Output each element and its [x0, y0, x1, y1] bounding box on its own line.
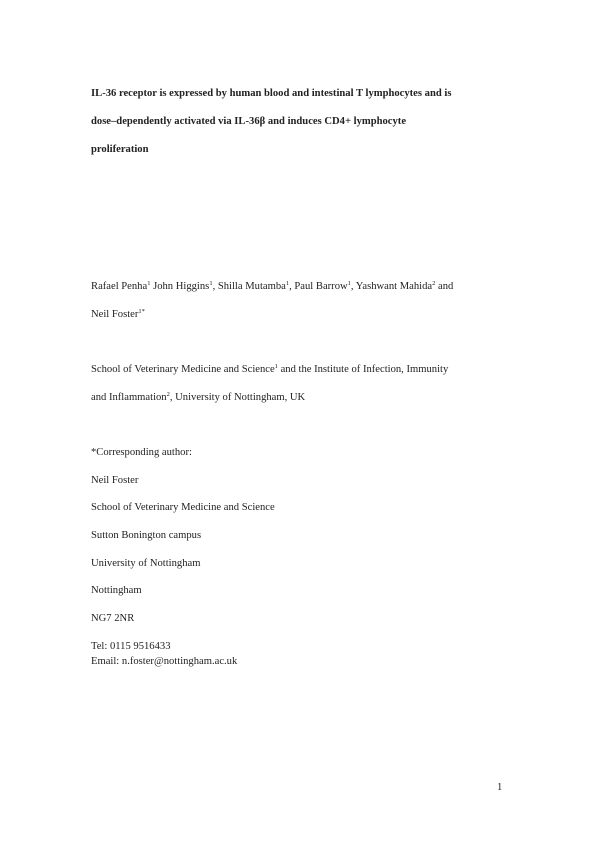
- corresponding-email: Email: n.foster@nottingham.ac.uk: [91, 656, 238, 667]
- affiliation-marker: 2: [166, 391, 170, 398]
- affiliation-marker: 1: [274, 363, 278, 370]
- author-name: , Yashwant Mahida: [350, 281, 433, 292]
- author-name: Neil Foster: [91, 309, 139, 320]
- corresponding-telephone: Tel: 0115 9516433: [91, 641, 171, 652]
- corresponding-heading: *Corresponding author:: [91, 447, 192, 458]
- paper-title-line-2: dose–dependently activated via IL-36β and induces CD4+ lymphocyte: [91, 116, 407, 127]
- affiliation-text: and the Institute of Infection, Immunity: [277, 364, 449, 375]
- affiliation-text: , University of Nottingham, UK: [169, 392, 306, 403]
- affiliation-line-2: [91, 391, 305, 404]
- corresponding-campus: Sutton Bonington campus: [91, 530, 202, 541]
- author-conjunction: and: [435, 281, 454, 292]
- paper-title-line-1: IL-36 receptor is expressed by human blood and intestinal T lymphocytes and is: [91, 88, 452, 99]
- corresponding-university: University of Nottingham: [91, 558, 201, 569]
- affiliation-line-1: [91, 363, 448, 376]
- author-affiliation-marker: 1: [209, 280, 213, 287]
- corresponding-department: School of Veterinary Medicine and Science: [91, 502, 275, 513]
- author-name: , Shilla Mutamba: [212, 281, 286, 292]
- author-affiliation-marker: 1: [285, 280, 290, 287]
- author-name: Rafael Penha: [91, 281, 148, 292]
- author-list-line-1: [91, 280, 453, 293]
- corresponding-name: Neil Foster: [91, 475, 139, 486]
- page-number: 1: [497, 782, 503, 793]
- author-affiliation-marker: 2: [432, 280, 436, 287]
- author-affiliation-marker: 1: [347, 280, 351, 287]
- affiliation-number: 1: [138, 308, 142, 315]
- corresponding-marker: *: [141, 308, 145, 315]
- author-name: , Paul Barrow: [289, 281, 348, 292]
- author-affiliation-marker: 1: [147, 280, 151, 287]
- author-affiliation-marker: [138, 308, 145, 315]
- affiliation-text: and Inflammation: [91, 392, 167, 403]
- paper-title-line-3: proliferation: [91, 144, 149, 155]
- author-name: John Higgins: [150, 281, 210, 292]
- author-list-line-2: [91, 308, 145, 321]
- corresponding-postcode: NG7 2NR: [91, 613, 135, 624]
- affiliation-text: School of Veterinary Medicine and Science: [91, 364, 275, 375]
- corresponding-city: Nottingham: [91, 585, 142, 596]
